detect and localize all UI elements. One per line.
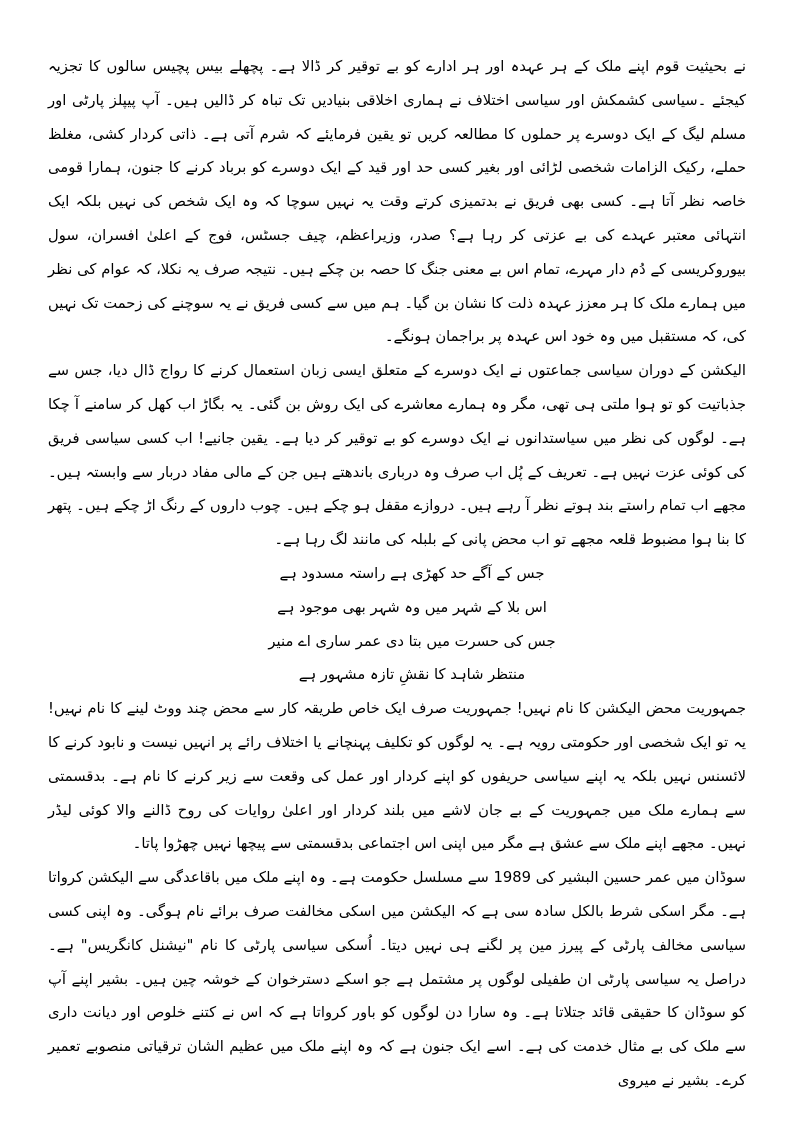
poem-line: جس کے آگے حد کھڑی ہے راستہ مسدود ہے xyxy=(279,564,545,582)
poem-line: منتظر شاہد کا نقشِ تازہ مشہور ہے xyxy=(298,666,526,684)
poem-block xyxy=(48,557,746,692)
paragraph-election-language: الیکشن کے دوران سیاسی جماعتوں نے ایک دوسرے کے متعلق ایسی زبان استعمال کرنے کا رواج ڈال دیا، جس سے جذباتیت کو تو ہوا ملتی ہی تھی، مگر وہ ہمارے معاشرے کی ایک روش بن گئی۔ یہ بگاڑ اب کھل کر سامنے آ چکا ہے۔ لوگوں کی نظر میں سیاستدانوں نے ایک دوسرے کو بے توقیر کر دیا ہے۔ یقین جانیے! اب کسی سیاسی فریق کی کوئی عزت نہیں ہے۔ تعریف کے پُل اب صرف وہ درباری باندھتے ہیں جن کے مالی مفاد دربار سے وابستہ ہیں۔ مجھے اب تمام راستے بند ہوتے نظر آ رہے ہیں۔ دروازے مقفل ہو چکے ہیں۔ چوب داروں کے رنگ اڑ چکے ہیں۔ پتھر کا بنا ہوا مضبوط قلعہ مجھے تو اب محض پانی کے بلبلہ کی مانند لگ رہا ہے۔ xyxy=(48,362,746,549)
poem-line: اس بلا کے شہر میں وہ شہر بھی موجود ہے xyxy=(277,598,547,616)
document-body xyxy=(48,50,746,1098)
paragraph-national-institutions: نے بحیثیت قوم اپنے ملک کے ہر عہدہ اور ہر ادارے کو بے توقیر کر ڈالا ہے۔ پچھلے بیس پچیس سالوں کا تجزیہ کیجئے ۔سیاسی کشمکش اور سیاسی اختلاف نے ہماری اخلاقی بنیادیں تک تباہ کر ڈالیں ہیں۔ آپ پیپلز پارٹی اور مسلم لیگ کے ایک دوسرے پر حملوں کا مطالعہ کریں تو یقین فرمایئے کہ شرم آتی ہے۔ ذاتی کردار کشی، مغلظ حملے، رکیک الزامات شخصی لڑائی اور بغیر کسی حد اور قید کے ایک دوسرے کو برباد کرنے کا جنون، ہمارا قومی خاصہ نظر آتا ہے۔ کسی بھی فریق نے بدتمیزی کرتے وقت یہ نہیں سوچا کہ وہ ایک شخص کی نہیں بلکہ ایک انتہائی معتبر عہدے کی بے عزتی کر رہا ہے؟ صدر، وزیراعظم، چیف جسٹس، فوج کے اعلیٰ افسران، سول بیوروکریسی کے دُم دار مہرے، تمام اس بے معنی جنگ کا حصہ بن چکے ہیں۔ نتیجہ صرف یہ نکلا، کہ عوام کی نظر میں ہمارے ملک کا ہر معزز عہدہ ذلت کا نشان بن گیا۔ ہم میں سے کسی فریق نے یہ سوچنے کی زحمت تک نہیں کی، کہ مستقبل میں وہ خود اس عہدہ پر براجمان ہونگے۔ xyxy=(48,58,746,346)
paragraph-sudan: سوڈان میں عمر حسین البشیر کی 1989 سے مسلسل حکومت ہے۔ وہ اپنے ملک میں باقاعدگی سے الیکشن کرواتا ہے۔ مگر اسکی شرط بالکل سادہ سی ہے کہ الیکشن میں اسکی مخالفت صرف برائے نام ہوگی۔ وہ اپنی کسی سیاسی مخالف پارٹی کے پیرز مین پر لگنے ہی نہیں دیتا۔ اُسکی سیاسی پارٹی کا نام "نیشنل کانگریس" ہے۔ دراصل یہ سیاسی پارٹی ان طفیلی لوگوں پر مشتمل ہے جو اسکے دسترخوان کے خوشہ چین ہیں۔ بشیر اپنے آپ کو سوڈان کا حقیقی قائد جتلاتا ہے۔ وہ سارا دن لوگوں کو باور کرواتا ہے کہ اس نے کتنے خلوص اور دیانت داری سے ملک کی بے مثال خدمت کی ہے۔ اسے ایک جنون ہے کہ وہ اپنے ملک میں عظیم الشان ترقیاتی منصوبے تعمیر کرے۔ بشیر نے میروی xyxy=(48,869,747,1089)
poem-line: جس کی حسرت میں بتا دی عمر ساری اے منیر xyxy=(268,632,556,650)
paragraph-democracy: جمہوریت محض الیکشن کا نام نہیں! جمہوریت صرف ایک خاص طریقہ کار سے محض چند ووٹ لینے کا نام نہیں! یہ تو ایک شخصی اور حکومتی رویہ ہے۔ یہ لوگوں کو تکلیف پہنچانے یا اختلاف رائے پر انہیں نیست و نابود کرنے کا لائسنس نہیں بلکہ یہ اپنے سیاسی حریفوں کو اپنے کردار اور عمل کی وقعت سے زیر کرنے کا نام ہے۔ بدقسمتی سے ہمارے ملک میں جمہوریت کے بے جان لاشے میں بلند کردار اور اعلیٰ روایات کی روح ڈالنے والا کوئی لیڈر نہیں۔ مجھے اپنے ملک سے عشق ہے مگر میں اپنی اس اجتماعی بدقسمتی سے پیچھا نہیں چھڑوا پاتا۔ xyxy=(48,700,746,853)
